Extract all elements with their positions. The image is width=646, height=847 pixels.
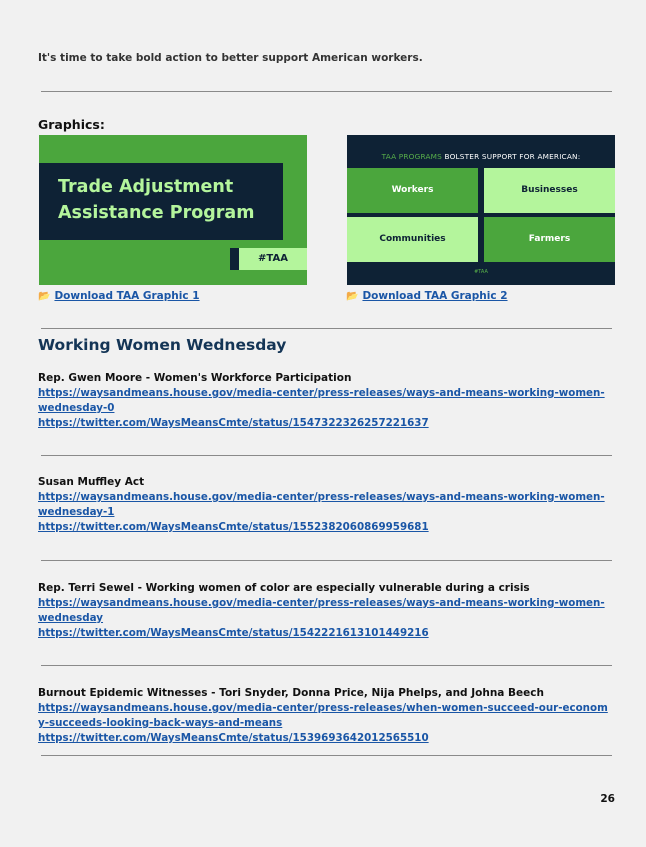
entry-susan-muffley — [38, 475, 613, 535]
graphic1-title-line2: Assistance Program — [58, 203, 255, 223]
graphic2-heading-highlight: TAA PROGRAMS — [381, 152, 442, 161]
divider — [41, 455, 612, 456]
entry-title: Susan Muffley Act — [38, 476, 145, 488]
divider — [41, 560, 612, 561]
section-title: Working Women Wednesday — [38, 336, 287, 354]
entry-title: Rep. Gwen Moore - Women's Workforce Participation — [38, 372, 352, 384]
entry-gwen-moore — [38, 371, 613, 431]
divider — [41, 755, 612, 756]
download-graphic-2-label: Download TAA Graphic 2 — [362, 290, 508, 302]
graphic2-heading-rest: BOLSTER SUPPORT FOR AMERICAN: — [444, 152, 581, 161]
graphic2-cell-businesses: Businesses — [484, 168, 615, 213]
divider — [41, 91, 612, 92]
graphic2-cell-farmers: Farmers — [484, 217, 615, 262]
graphic2-heading — [347, 152, 615, 161]
page-number: 26 — [600, 793, 615, 805]
folder-icon: 📂 — [346, 291, 359, 302]
divider — [41, 328, 612, 329]
download-graphic-1-label: Download TAA Graphic 1 — [54, 290, 200, 302]
download-graphic-1-link[interactable] — [38, 290, 200, 302]
twitter-link[interactable]: https://twitter.com/WaysMeansCmte/status/1542221613101449216 — [38, 627, 429, 639]
graphic1-title-panel — [39, 163, 283, 240]
entry-title: Rep. Terri Sewel - Working women of color are especially vulnerable during a crisis — [38, 582, 530, 594]
graphic1-tag-bar — [230, 248, 239, 270]
intro-text: It's time to take bold action to better support American workers. — [38, 52, 423, 64]
press-release-link[interactable]: https://waysandmeans.house.gov/media-center/press-releases/ways-and-means-working-women-wednesday-1 — [38, 491, 605, 518]
graphic2-footer: #TAA — [474, 269, 488, 275]
entry-burnout-epidemic — [38, 686, 613, 746]
graphic2-cell-communities: Communities — [347, 217, 478, 262]
taa-graphic-2 — [347, 135, 615, 285]
twitter-link[interactable]: https://twitter.com/WaysMeansCmte/status/1539693642012565510 — [38, 732, 429, 744]
press-release-link[interactable]: https://waysandmeans.house.gov/media-center/press-releases/ways-and-means-working-women-wednesday — [38, 597, 605, 624]
press-release-link[interactable]: https://waysandmeans.house.gov/media-center/press-releases/ways-and-means-working-women-wednesday-0 — [38, 387, 605, 414]
divider — [41, 665, 612, 666]
graphic2-cell-workers: Workers — [347, 168, 478, 213]
graphic1-tag-text: #TAA — [239, 248, 307, 270]
graphics-label: Graphics: — [38, 117, 105, 132]
press-release-link[interactable]: https://waysandmeans.house.gov/media-center/press-releases/when-women-succeed-our-economy-succeeds-looking-back-ways-and-means — [38, 702, 608, 729]
folder-icon: 📂 — [38, 291, 51, 302]
download-graphic-2-link[interactable] — [346, 290, 508, 302]
entry-terri-sewel — [38, 581, 613, 641]
twitter-link[interactable]: https://twitter.com/WaysMeansCmte/status/1547322326257221637 — [38, 417, 429, 429]
twitter-link[interactable]: https://twitter.com/WaysMeansCmte/status/1552382060869959681 — [38, 521, 429, 533]
taa-graphic-1 — [39, 135, 307, 285]
graphic1-title-line1: Trade Adjustment — [58, 177, 234, 197]
entry-title: Burnout Epidemic Witnesses - Tori Snyder, Donna Price, Nija Phelps, and Johna Beech — [38, 687, 544, 699]
graphic1-tag — [230, 248, 307, 270]
